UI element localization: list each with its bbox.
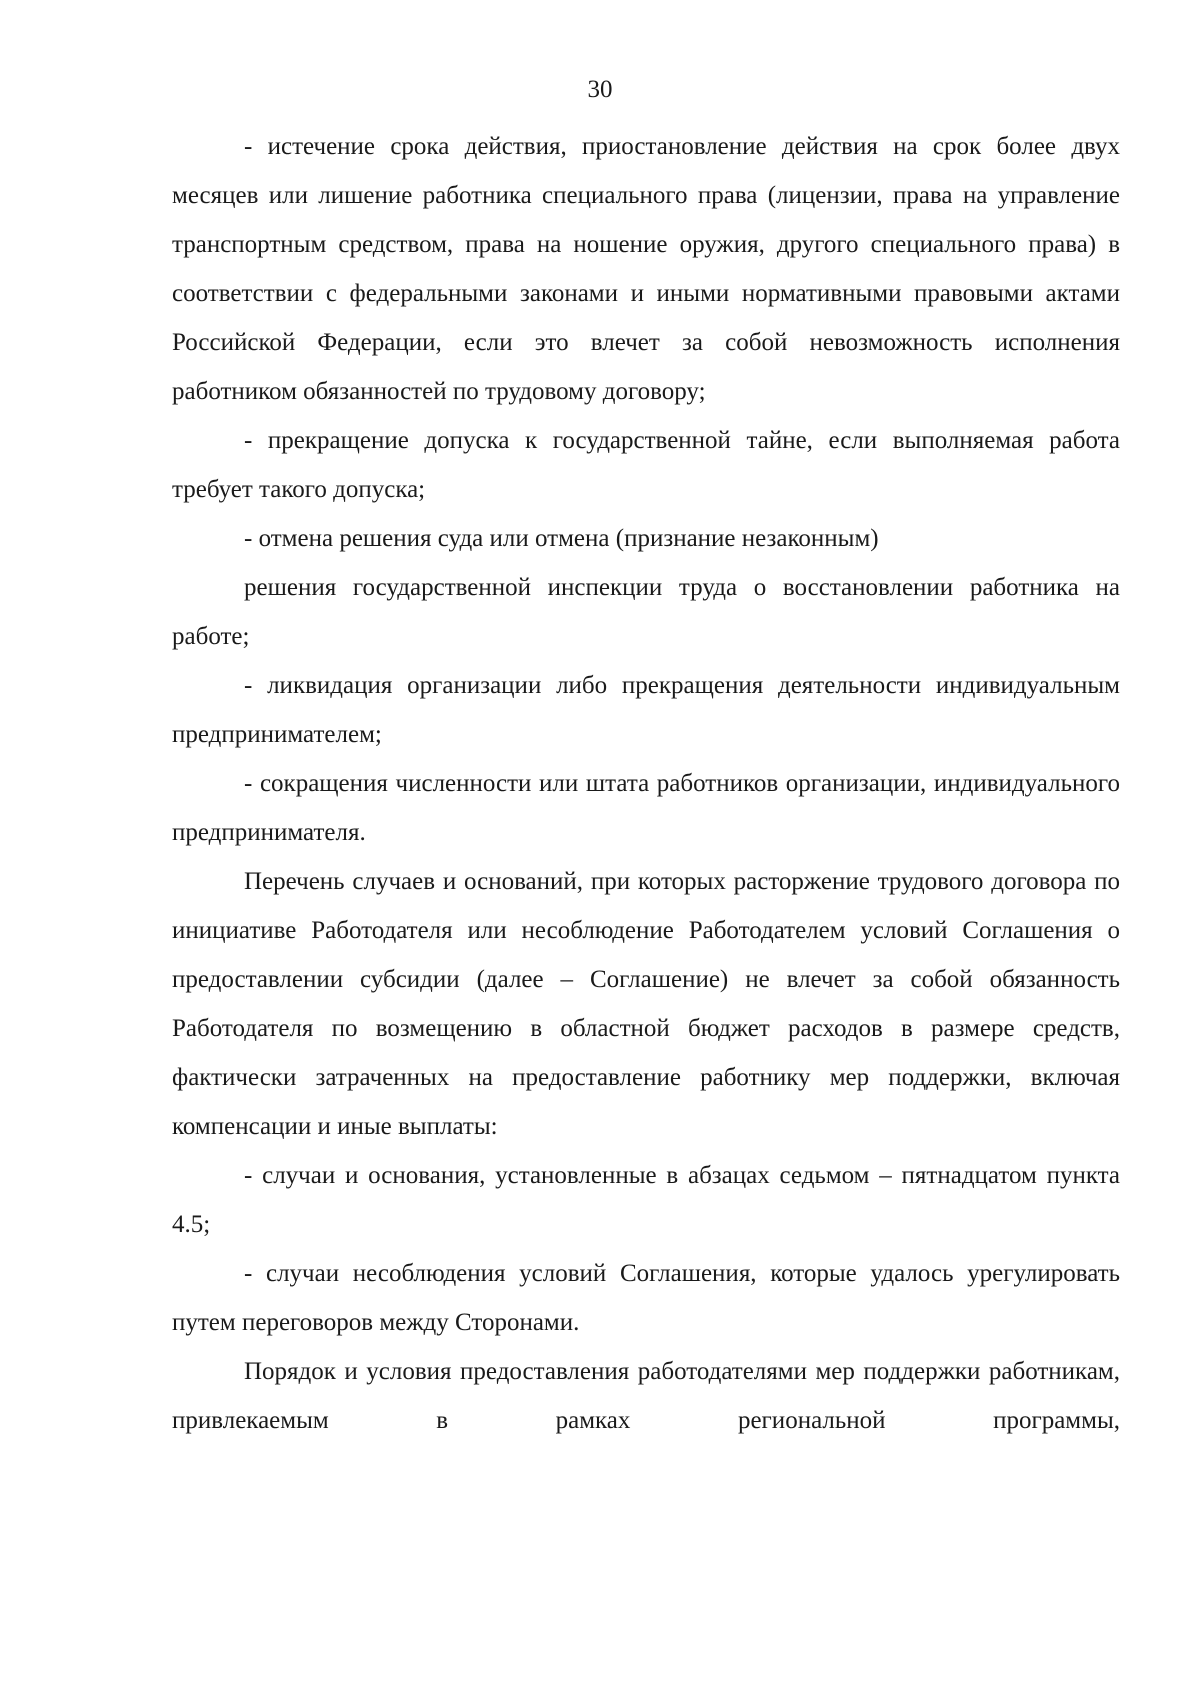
- paragraph-state-secret-access: - прекращение допуска к государственной тайне, если выполняемая работа требует такого допуска;: [172, 427, 1120, 503]
- paragraph-special-right-expiry: - истечение срока действия, приостановление действия на срок более двух месяцев или лишение работника специального права (лицензии, права на управление транспортным средством, права на ношение оружия, другого специального права) в соответствии с федеральными законами и иными нормативными правовыми актами Российской Федерации, если это влечет за собой невозможность исполнения работником обязанностей по трудовому договору;: [172, 133, 1120, 405]
- document-body: [172, 122, 1120, 1445]
- paragraph-court-decision-cancel: - отмена решения суда или отмена (признание незаконным): [244, 525, 879, 552]
- paragraph-support-measures-order: Порядок и условия предоставления работодателями мер поддержки работникам, привлекаемым в рамках региональной программы,: [172, 1358, 1120, 1434]
- paragraph-organization-liquidation: - ликвидация организации либо прекращения деятельности индивидуальным предпринимателем;: [172, 672, 1120, 748]
- paragraph-labor-inspection-decision: решения государственной инспекции труда о восстановлении работника на работе;: [172, 574, 1120, 650]
- paragraph-staff-reduction: - сокращения численности или штата работников организации, индивидуального предпринимателя.: [172, 770, 1120, 846]
- paragraph-cases-clause-4-5: - случаи и основания, установленные в абзацах седьмом – пятнадцатом пункта 4.5;: [172, 1162, 1120, 1238]
- paragraph-cases-list-intro: Перечень случаев и оснований, при которых расторжение трудового договора по инициативе Работодателя или несоблюдение Работодателем условий Соглашения о предоставлении субсидии (далее – Соглашение) не влечет за собой обязанность Работодателя по возмещению в областной бюджет расходов в размере средств, фактически затраченных на предоставление работнику мер поддержки, включая компенсации и иные выплаты:: [172, 868, 1120, 1140]
- paragraph-agreement-noncompliance: - случаи несоблюдения условий Соглашения, которые удалось урегулировать путем переговоров между Сторонами.: [172, 1260, 1120, 1336]
- page-number: 30: [587, 76, 613, 103]
